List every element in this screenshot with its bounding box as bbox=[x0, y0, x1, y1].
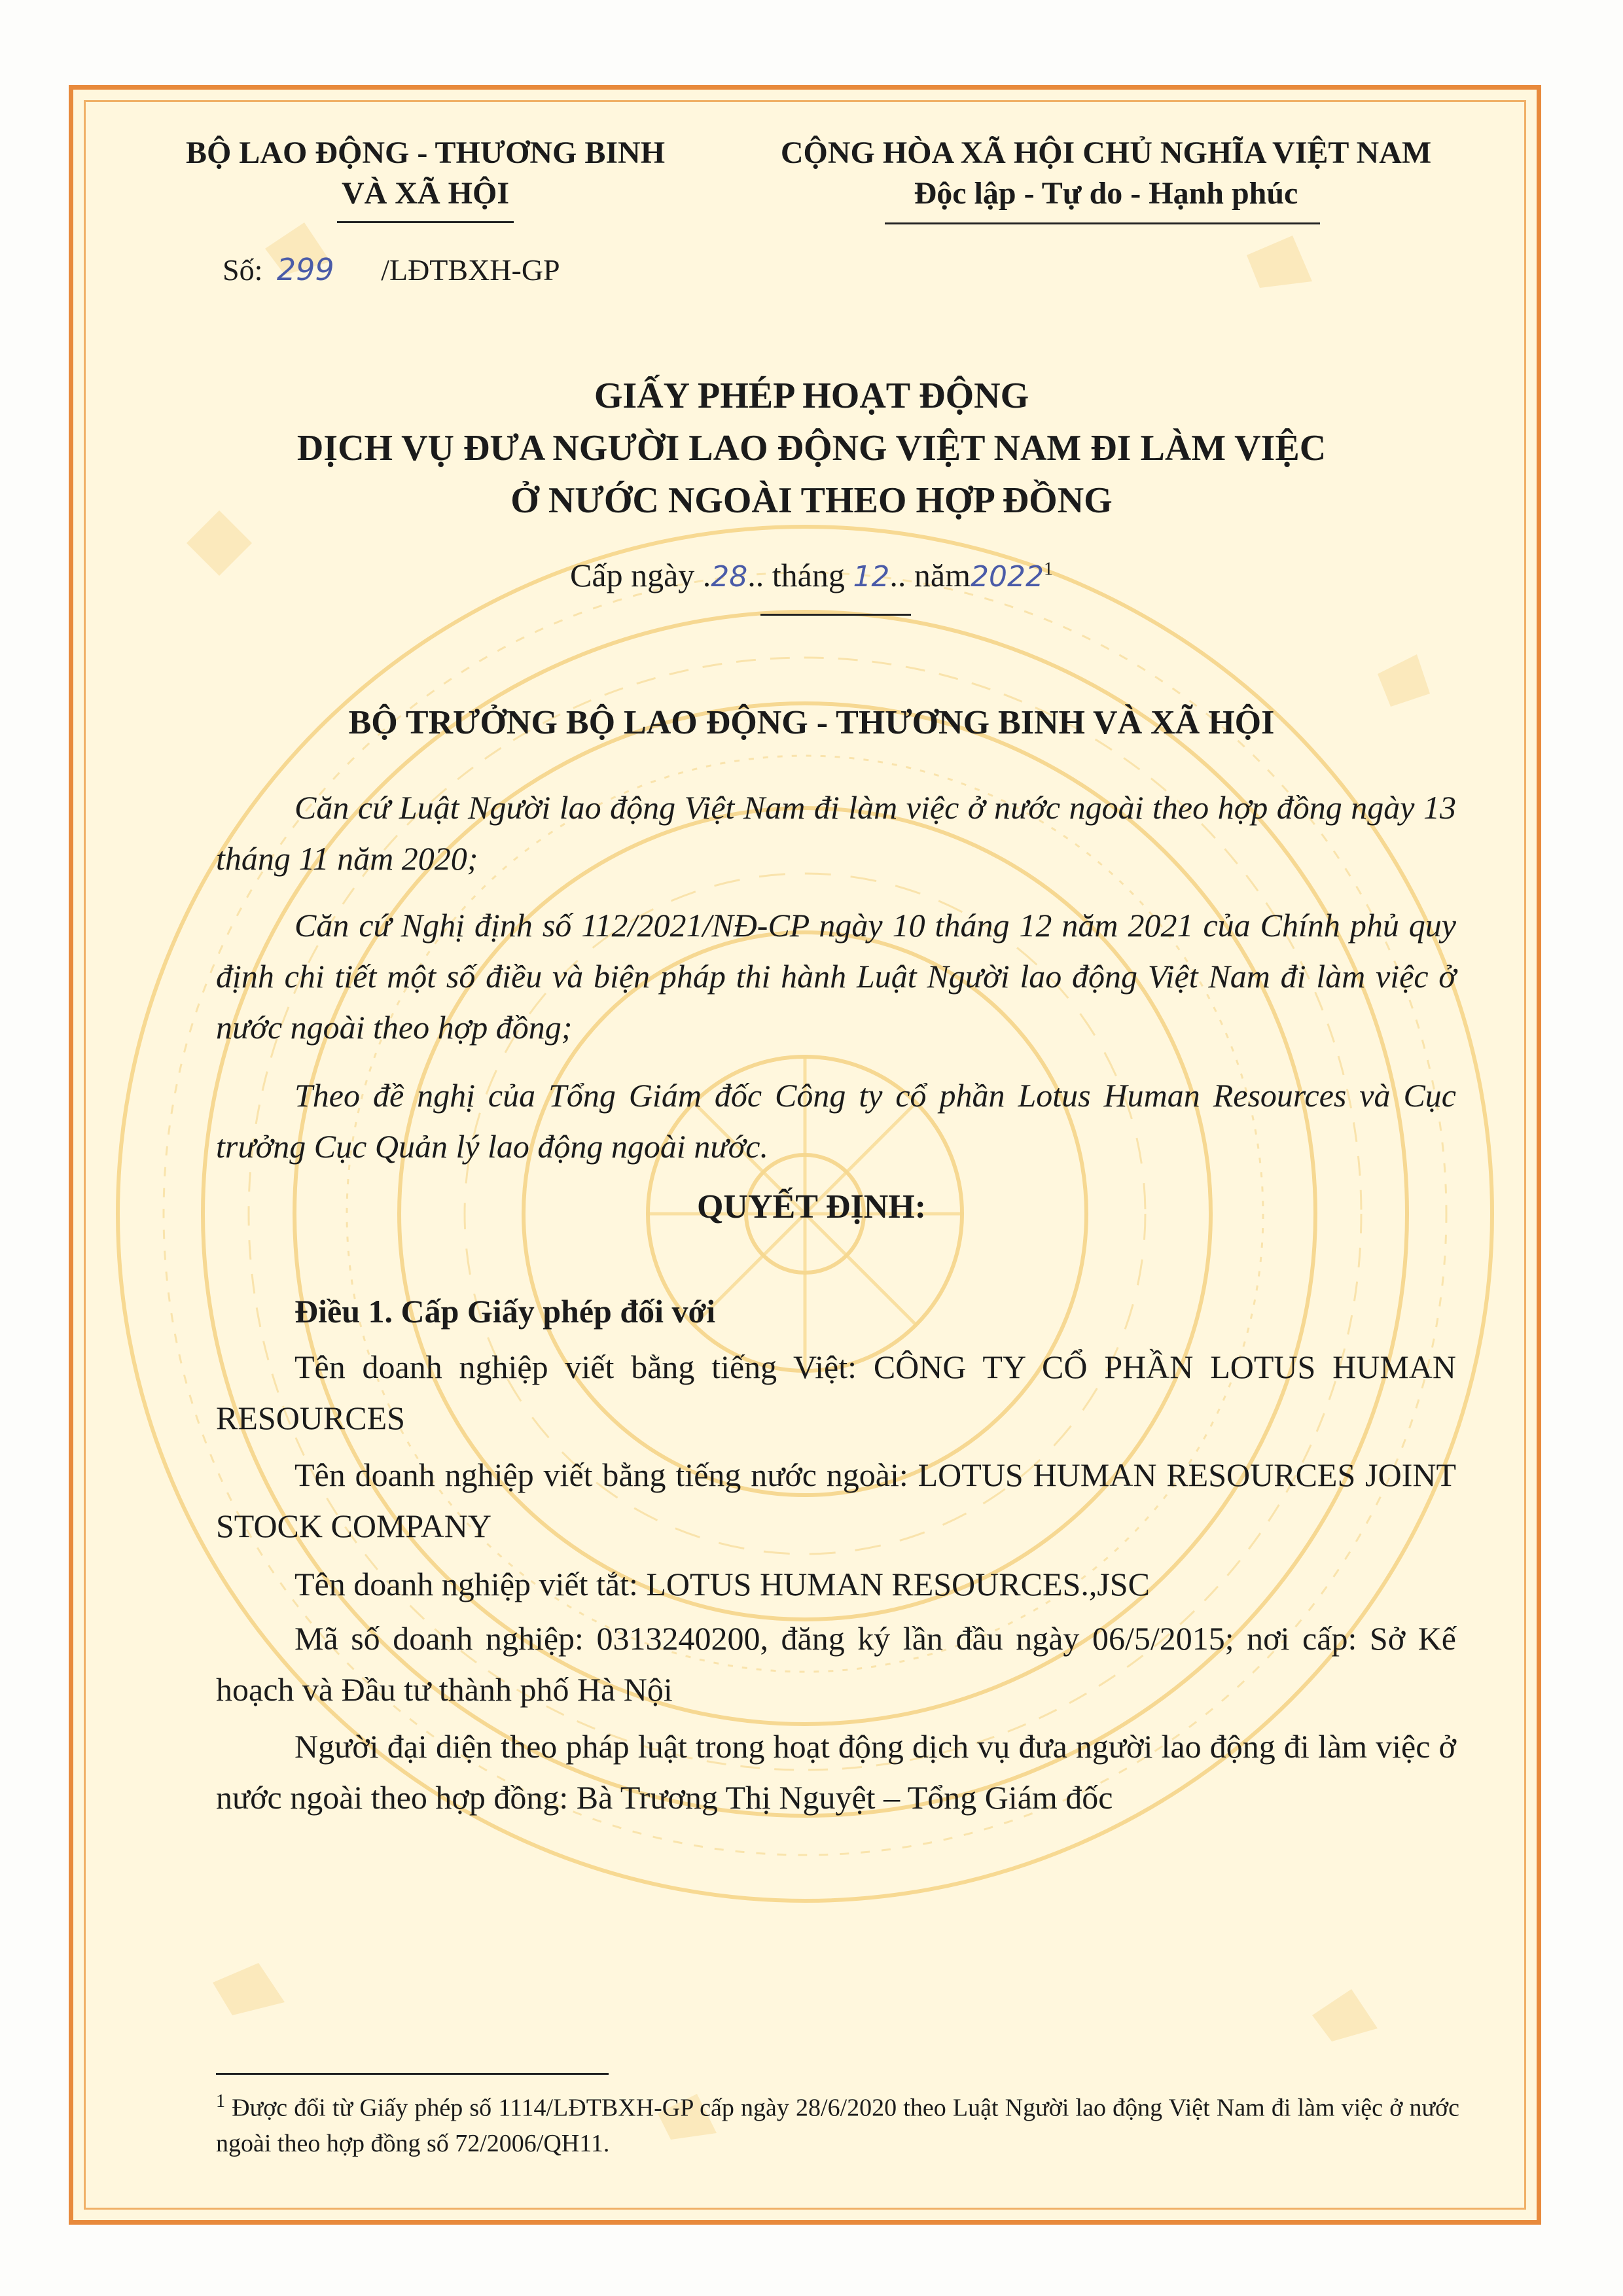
title-line3: Ở NƯỚC NGOÀI THEO HỢP ĐỒNG bbox=[510, 480, 1113, 521]
issue-day: 28 bbox=[711, 560, 748, 593]
issue-date-prefix: Cấp ngày bbox=[570, 557, 695, 593]
doc-number-suffix: /LĐTBXH-GP bbox=[381, 253, 560, 287]
title-line2: DỊCH VỤ ĐƯA NGƯỜI LAO ĐỘNG VIỆT NAM ĐI LÀM VIỆC bbox=[296, 428, 1327, 468]
legal-basis-law: Căn cứ Luật Người lao động Việt Nam đi làm việc ở nước ngoài theo hợp đồng ngày 13 tháng 11 năm 2020; bbox=[216, 789, 1456, 877]
footnote-separator bbox=[216, 2073, 609, 2075]
company-abbreviation: Tên doanh nghiệp viết tắt: LOTUS HUMAN RESOURCES.,JSC bbox=[294, 1566, 1150, 1602]
footnote-mark: 1 bbox=[216, 2091, 225, 2111]
issue-month: 12 bbox=[853, 560, 890, 593]
title-line1: GIẤY PHÉP HOẠT ĐỘNG bbox=[594, 376, 1029, 416]
republic-header bbox=[726, 133, 1486, 214]
motto-underline bbox=[885, 222, 1320, 224]
company-name-vietnamese: Tên doanh nghiệp viết bằng tiếng Việt: CÔNG TY CỔ PHẦN LOTUS HUMAN RESOURCES bbox=[216, 1349, 1456, 1436]
document-number bbox=[223, 252, 560, 287]
ministry-name-line1: BỘ LAO ĐỘNG - THƯƠNG BINH bbox=[185, 135, 666, 170]
legal-basis-proposal: Theo đề nghị của Tổng Giám đốc Công ty cổ phần Lotus Human Resources và Cục trưởng Cục Quản lý lao động ngoài nước. bbox=[216, 1077, 1456, 1165]
decision-heading: QUYẾT ĐỊNH: bbox=[696, 1188, 927, 1226]
doc-number-handwritten: 299 bbox=[276, 252, 334, 287]
republic-name: CỘNG HÒA XÃ HỘI CHỦ NGHĨA VIỆT NAM bbox=[780, 135, 1432, 170]
ministry-header bbox=[131, 133, 720, 214]
issue-year-label: năm bbox=[914, 557, 971, 593]
business-registration: Mã số doanh nghiệp: 0313240200, đăng ký lần đầu ngày 06/5/2015; nơi cấp: Sở Kế hoạch và Đầu tư thành phố Hà Nội bbox=[216, 1620, 1456, 1708]
footnote bbox=[216, 2084, 1459, 2161]
legal-basis-decree: Căn cứ Nghị định số 112/2021/NĐ-CP ngày 10 tháng 12 năm 2021 của Chính phủ quy định chi tiết một số điều và biện pháp thi hành Luật Người lao động Việt Nam đi làm việc ở nước ngoài theo hợp đồng; bbox=[216, 907, 1456, 1046]
footnote-reference: 1 bbox=[1043, 559, 1053, 580]
issue-month-label: tháng bbox=[772, 557, 845, 593]
issue-date: Cấp ngày .28.. tháng 12.. năm2022$^1$ bbox=[570, 557, 1053, 593]
doc-number-label: Số: bbox=[223, 253, 263, 287]
legal-representative: Người đại diện theo pháp luật trong hoạt động dịch vụ đưa người lao động đi làm việc ở nước ngoài theo hợp đồng: Bà Trương Thị Nguyệt – Tổng Giám đốc bbox=[216, 1728, 1456, 1816]
national-motto: Độc lập - Tự do - Hạnh phúc bbox=[914, 176, 1298, 211]
company-name-foreign: Tên doanh nghiệp viết bằng tiếng nước ngoài: LOTUS HUMAN RESOURCES JOINT STOCK COMPANY bbox=[216, 1457, 1456, 1544]
ministry-underline bbox=[337, 221, 514, 223]
footnote-text: Được đổi từ Giấy phép số 1114/LĐTBXH-GP cấp ngày 28/6/2020 theo Luật Người lao động Việt Nam đi làm việc ở nước ngoài theo hợp đồng số 72/2006/QH11. bbox=[216, 2094, 1459, 2157]
date-underline bbox=[760, 614, 911, 616]
issue-year: 2022 bbox=[970, 560, 1044, 593]
ministry-name-line2: VÀ XÃ HỘI bbox=[341, 176, 509, 211]
article1-heading: Điều 1. Cấp Giấy phép đối với bbox=[294, 1293, 716, 1330]
issuing-authority: BỘ TRƯỞNG BỘ LAO ĐỘNG - THƯƠNG BINH VÀ XÃ HỘI bbox=[348, 704, 1275, 741]
